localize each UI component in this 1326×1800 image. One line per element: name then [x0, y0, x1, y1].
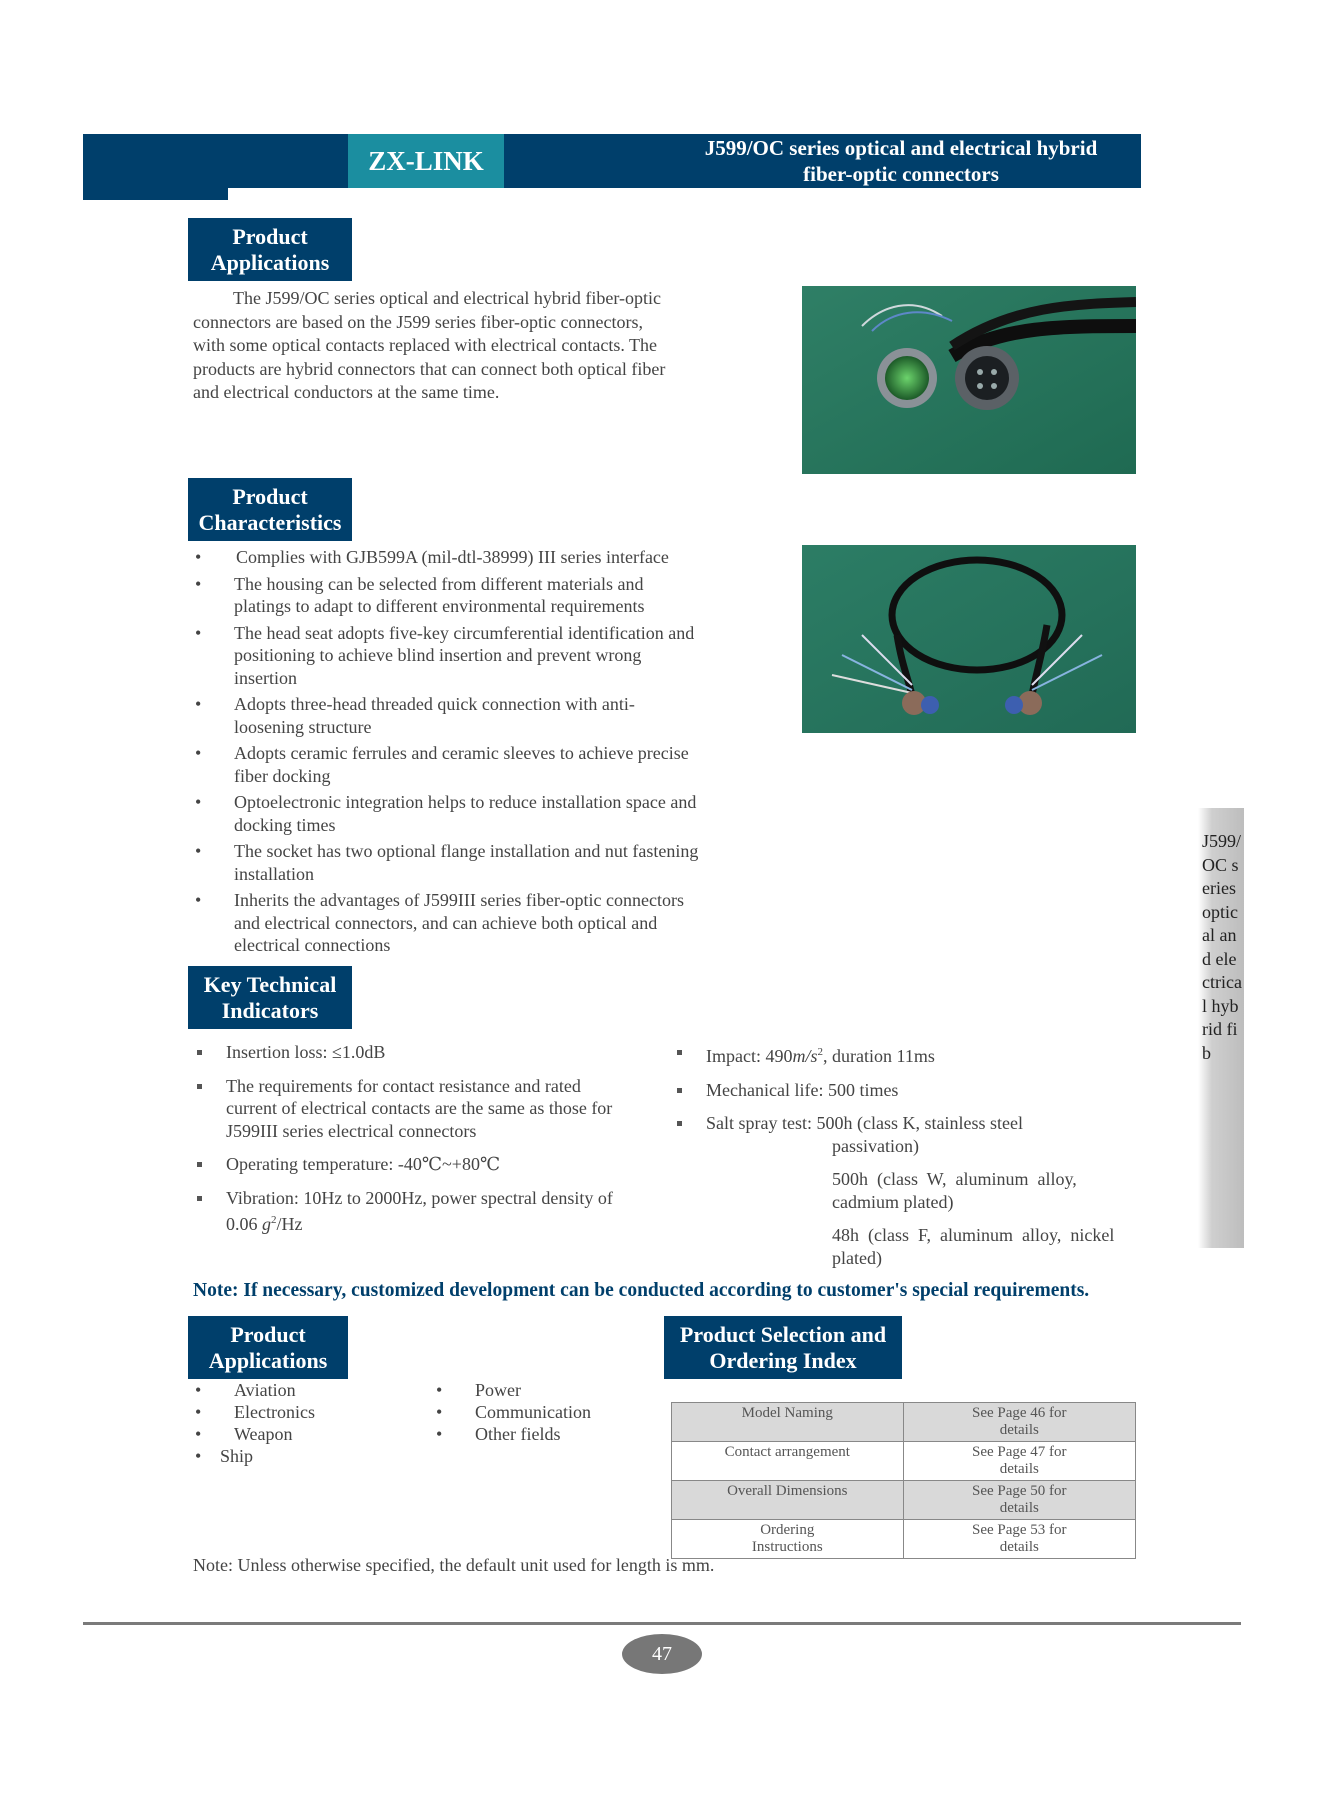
- heading-line: Indicators: [221, 997, 319, 1023]
- bullet-icon: •: [195, 1446, 202, 1466]
- bullet-icon: •: [195, 1402, 202, 1422]
- characteristic-item: • Inherits the advantages of J599III series fiber-optic connectors and electrical connectors, and can achieve both optical and electrical connections: [195, 890, 684, 955]
- indicator-vibration: Vibration: 10Hz to 2000Hz, power spectral density of 0.06 $g^2/Hz$: [193, 1187, 673, 1236]
- application-item: • Power: [436, 1380, 521, 1400]
- table-cell-item: Model Naming: [672, 1403, 904, 1442]
- bullet-icon: •: [195, 694, 202, 714]
- applications-list-heading: [188, 1316, 348, 1379]
- table-cell-item: Contact arrangement: [672, 1442, 904, 1481]
- indicator-impact: Impact: $490m/s^2$, duration 11ms: [673, 1041, 1143, 1068]
- characteristic-item: • The head seat adopts five-key circumferential identification and positioning to achieve blind insertion and prevent wrong insertion: [195, 622, 695, 688]
- ordering-index-table: [671, 1402, 1136, 1559]
- page-title-line-2: fiber-optic connectors: [803, 162, 999, 186]
- characteristic-item: • Complies with GJB599A (mil-dtl-38999) III series interface: [195, 547, 669, 567]
- application-item: • Electronics: [195, 1402, 315, 1422]
- bullet-icon: •: [195, 890, 202, 910]
- characteristics-list: [193, 546, 773, 961]
- table-cell-reference: See Page 46 for details: [903, 1403, 1135, 1442]
- indicator-salt-spray: Salt spray test: 500h (class K, stainless steel passivation): [673, 1112, 1143, 1157]
- applications-list-col-2: [434, 1379, 654, 1445]
- characteristic-item: • Adopts three-head threaded quick connection with anti- loosening structure: [195, 694, 635, 737]
- brand-label: ZX-LINK: [368, 145, 484, 176]
- connector-photo-2: [802, 545, 1136, 733]
- table-cell-reference: See Page 47 for details: [903, 1442, 1135, 1481]
- bullet-icon: •: [195, 622, 202, 643]
- paragraph-line: The J599/OC series optical and electrical hybrid fiber-optic: [233, 288, 661, 308]
- characteristic-item: • The housing can be selected from different materials and platings to adapt to different environmental requirements: [195, 573, 645, 616]
- brand-logo: [348, 134, 504, 188]
- paragraph-line: products are hybrid connectors that can connect both optical fiber: [193, 358, 666, 379]
- selection-heading: [664, 1316, 902, 1379]
- indicators-right-list: [673, 1041, 1143, 1269]
- characteristic-item: • The socket has two optional flange installation and nut fastening installation: [195, 841, 699, 884]
- application-item: • Communication: [436, 1402, 591, 1422]
- page-number: [622, 1634, 702, 1674]
- bullet-icon: •: [436, 1424, 443, 1444]
- applications-heading: [188, 218, 352, 281]
- bullet-icon: •: [195, 547, 202, 567]
- application-item: • Aviation: [195, 1380, 296, 1400]
- characteristic-item: • Optoelectronic integration helps to reduce installation space and docking times: [195, 792, 697, 835]
- application-item: • Weapon: [195, 1424, 293, 1444]
- characteristic-item: • Adopts ceramic ferrules and ceramic sleeves to achieve precise fiber docking: [195, 743, 689, 786]
- table-row: [672, 1442, 1136, 1481]
- note-customization: Note: If necessary, customized development can be conducted according to customer's special requirements.: [193, 1280, 1090, 1301]
- application-item: • Ship: [195, 1446, 254, 1466]
- indicators-left-list: [193, 1041, 673, 1236]
- page-number-label: 47: [652, 1642, 672, 1665]
- bullet-icon: •: [436, 1380, 443, 1400]
- indicator-salt-spray-f: 48h (class F, aluminum alloy, nickel plated): [832, 1225, 1115, 1268]
- table-cell-item: Ordering Instructions: [672, 1520, 904, 1559]
- heading-line: Ordering Index: [709, 1347, 857, 1373]
- indicator-insertion-loss: Insertion loss: ≤1.0dB: [193, 1041, 673, 1064]
- bullet-icon: •: [195, 573, 202, 594]
- connector-photo-1: [802, 286, 1136, 474]
- paragraph-line: connectors are based on the J599 series fiber-optic connectors,: [193, 311, 643, 332]
- characteristics-heading: [188, 478, 352, 541]
- heading-line: Product: [230, 1321, 306, 1347]
- indicator-contact-resistance: The requirements for contact resistance and rated current of electrical contacts are the same as those for J599III series electrical connectors: [193, 1075, 673, 1143]
- heading-line: Product Selection and: [679, 1321, 887, 1347]
- paragraph-line: and electrical conductors at the same time.: [193, 382, 500, 402]
- bullet-icon: •: [195, 841, 202, 861]
- heading-line: Applications: [208, 1347, 328, 1373]
- table-cell-reference: See Page 50 for details: [903, 1481, 1135, 1520]
- table-cell-item: Overall Dimensions: [672, 1481, 904, 1520]
- page-title-line-1: J599/OC series optical and electrical hybrid: [704, 136, 1098, 160]
- indicators-heading: [188, 966, 352, 1029]
- bullet-icon: •: [195, 792, 202, 812]
- heading-line: Product: [232, 223, 308, 249]
- header-tab: [83, 188, 228, 200]
- indicator-mechanical-life: Mechanical life: 500 times: [673, 1079, 1143, 1102]
- application-item: • Other fields: [436, 1424, 561, 1444]
- table-row: [672, 1481, 1136, 1520]
- paragraph-line: with some optical contacts replaced with electrical contacts. The: [193, 335, 657, 355]
- bullet-icon: •: [195, 1424, 202, 1444]
- note-unit: Note: Unless otherwise specified, the default unit used for length is mm.: [193, 1555, 715, 1575]
- applications-list-col-1: [193, 1379, 413, 1467]
- table-row: [672, 1403, 1136, 1442]
- applications-paragraph: [193, 287, 753, 405]
- table-row: [672, 1520, 1136, 1559]
- heading-line: Key Technical: [203, 971, 337, 997]
- heading-line: Characteristics: [198, 509, 342, 535]
- heading-line: Product: [232, 483, 308, 509]
- bullet-icon: •: [195, 1380, 202, 1400]
- heading-line: Applications: [210, 249, 330, 275]
- bullet-icon: •: [436, 1402, 443, 1422]
- indicator-salt-spray-w: 500h (class W, aluminum alloy, cadmium plated): [832, 1169, 1077, 1212]
- side-tab-label: J599/OC series optical and electrical hybrid fib: [1202, 831, 1242, 1063]
- footer-rule: [83, 1622, 1241, 1625]
- page-title: [660, 134, 1142, 188]
- bullet-icon: •: [195, 743, 202, 763]
- table-cell-reference: See Page 53 for details: [903, 1520, 1135, 1559]
- indicator-temperature: Operating temperature: -40℃~+80℃: [193, 1153, 673, 1176]
